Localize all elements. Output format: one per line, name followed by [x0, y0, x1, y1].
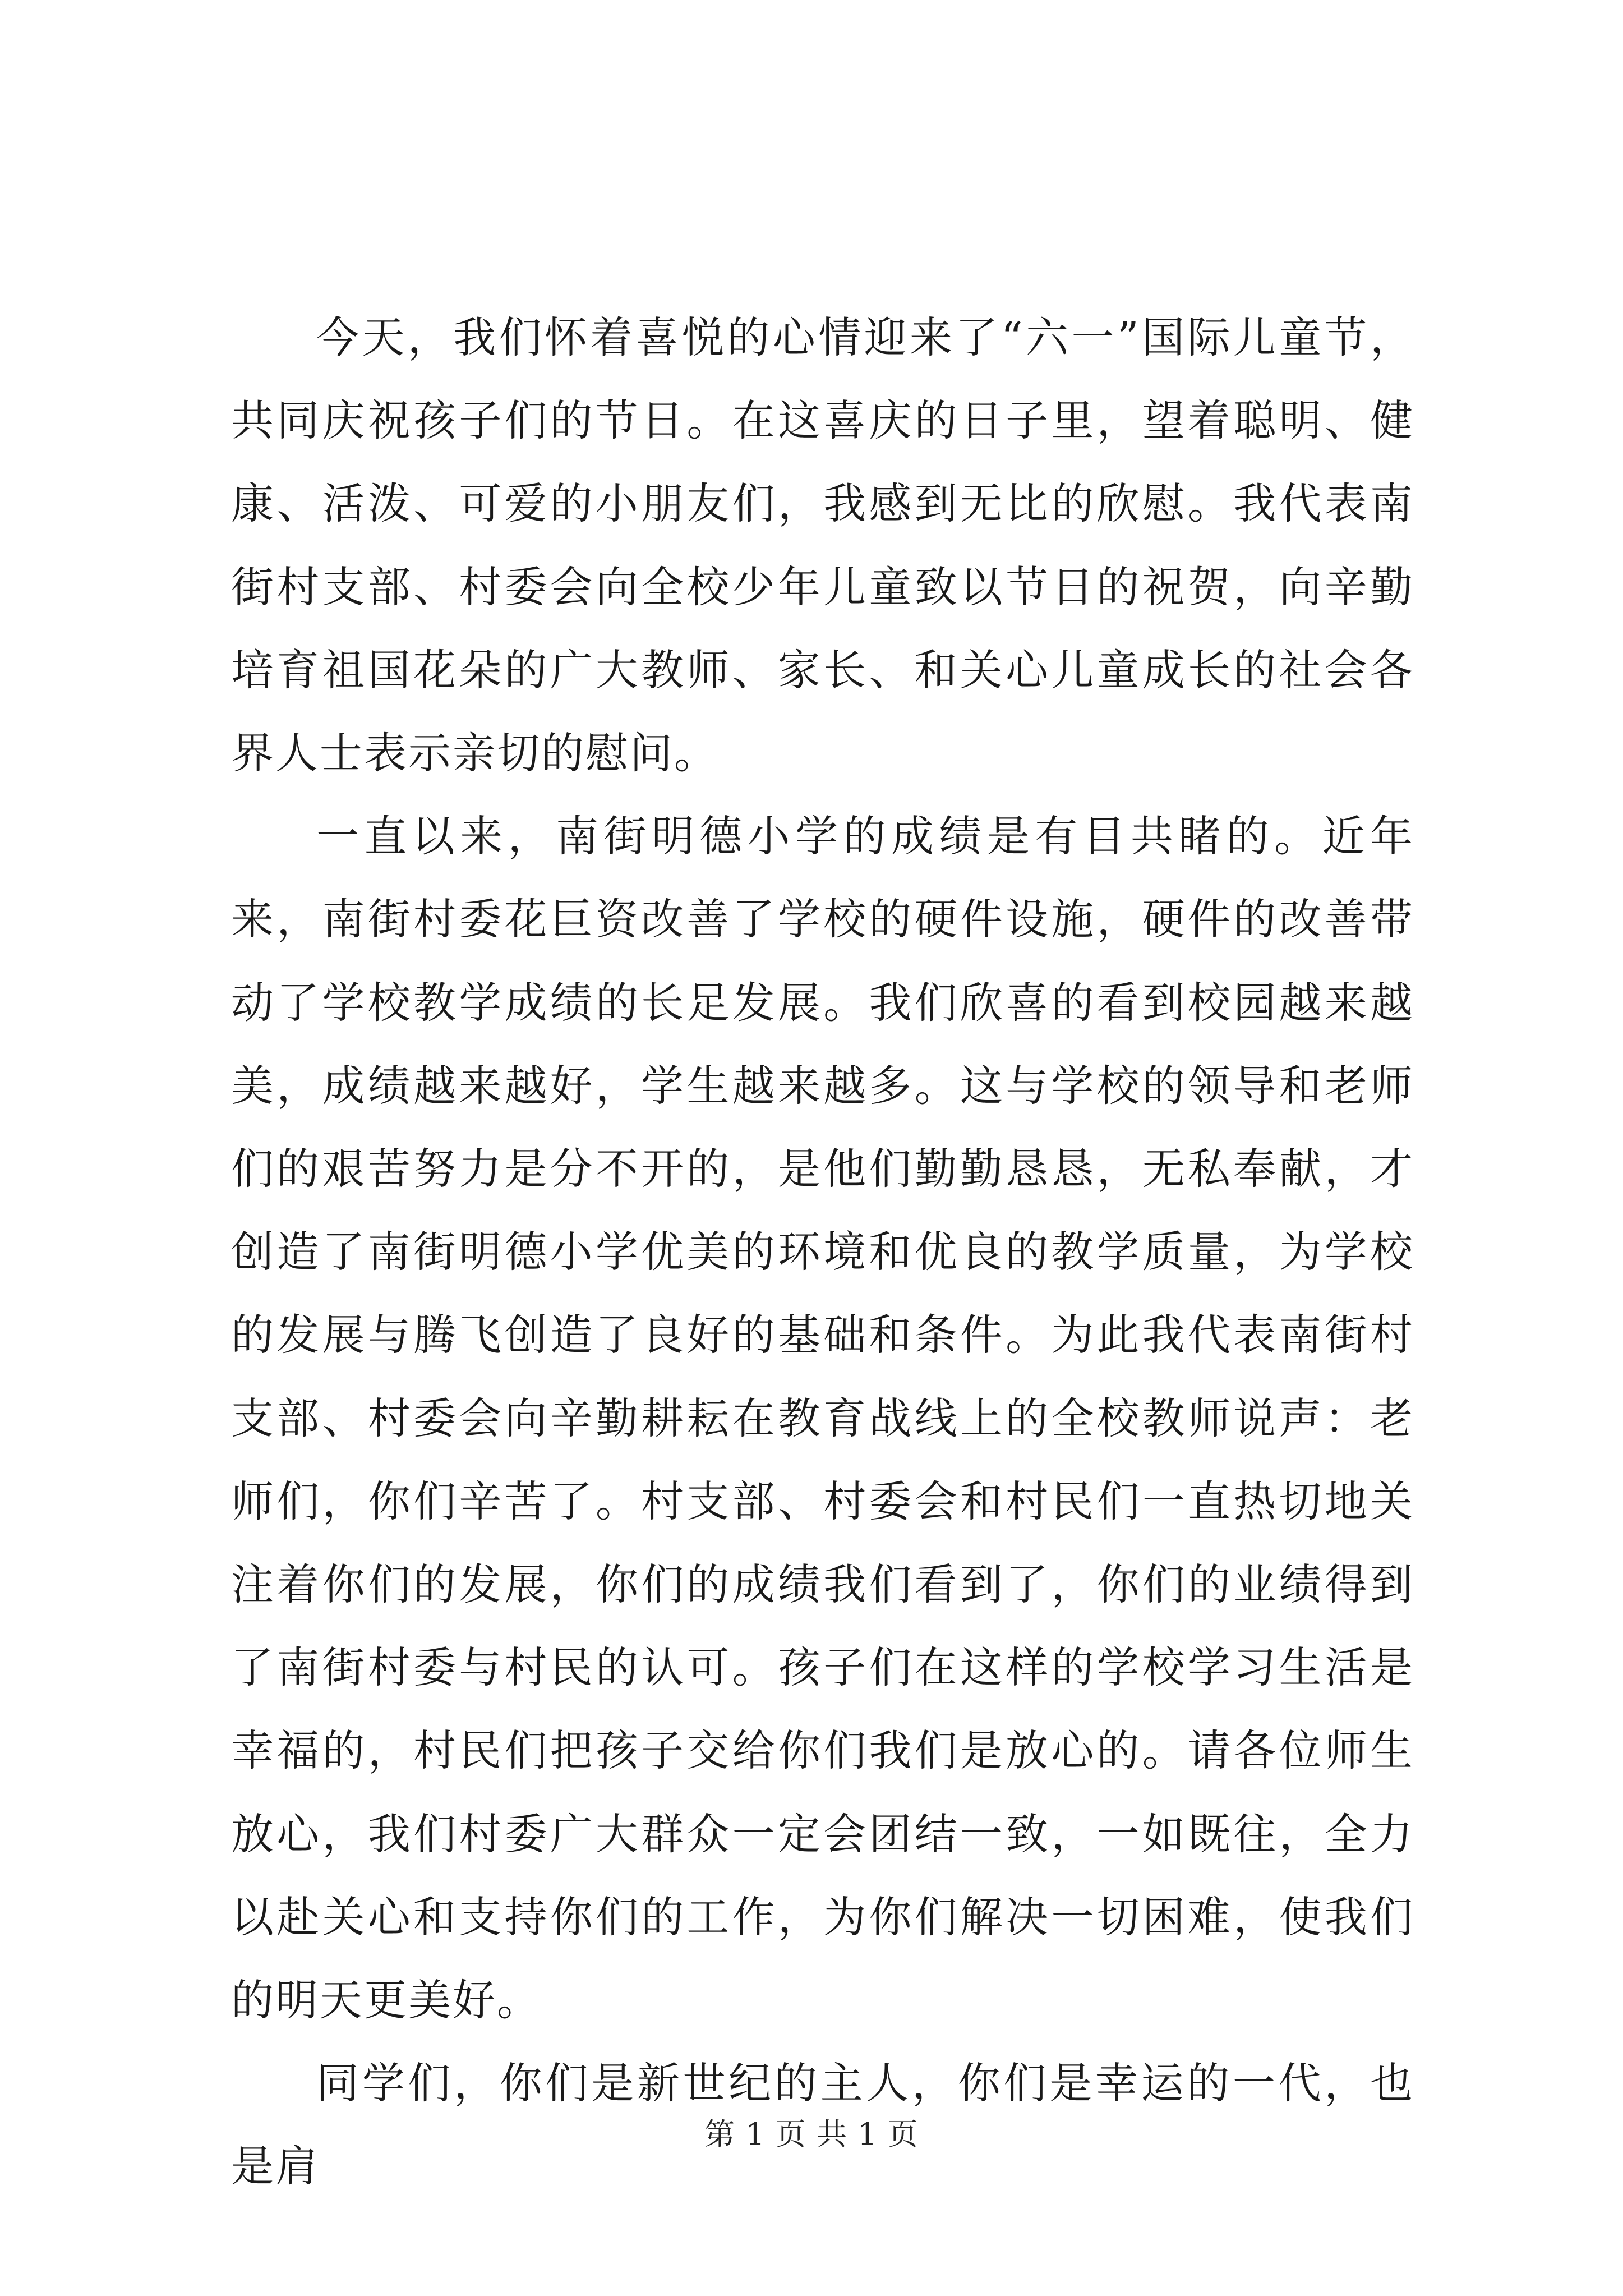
paragraph-3: 同学们，你们是新世纪的主人，你们是幸运的一代，也是肩 — [231, 2058, 1414, 2192]
page-number-footer: 第 1 页 共 1 页 — [704, 2116, 919, 2152]
paragraph-2: 一直以来，南街明德小学的成绩是有目共睹的。近年来，南街村委花巨资改善了学校的硬件设施，硬件的改善带动了学校教学成绩的长足发展。我们欣喜的看到校园越来越美，成绩越来越好，学生越来越多。这与学校的领导和老师们的艰苦努力是分不开的，是他们勤勤恳恳，无私奉献，才创造了南街明德小学优美的环境和优良的教学质量，为学校的发展与腾飞创造了良好的基础和条件。为此我代表南街村支部、村委会向辛勤耕耘在教育战线上的全校教师说声：老师们，你们辛苦了。村支部、村委会和村民们一直热切地关注着你们的发展，你们的成绩我们看到了，你们的业绩得到了南街村委与村民的认可。孩子们在这样的学校学习生活是幸福的，村民们把孩子交给你们我们是放心的。请各位师生放心，我们村委广大群众一定会团结一致，一如既往，全力以赴关心和支持你们的工作，为你们解决一切困难，使我们的明天更美好。 — [231, 811, 1414, 2026]
document-body — [231, 296, 1414, 2208]
paragraph-1: 今天，我们怀着喜悦的心情迎来了“六一”国际儿童节，共同庆祝孩子们的节日。在这喜庆的日子里，望着聪明、健康、活泼、可爱的小朋友们，我感到无比的欣慰。我代表南街村支部、村委会向全校少年儿童致以节日的祝贺，向辛勤培育祖国花朵的广大教师、家长、和关心儿童成长的社会各界人士表示亲切的慰问。 — [231, 312, 1414, 779]
